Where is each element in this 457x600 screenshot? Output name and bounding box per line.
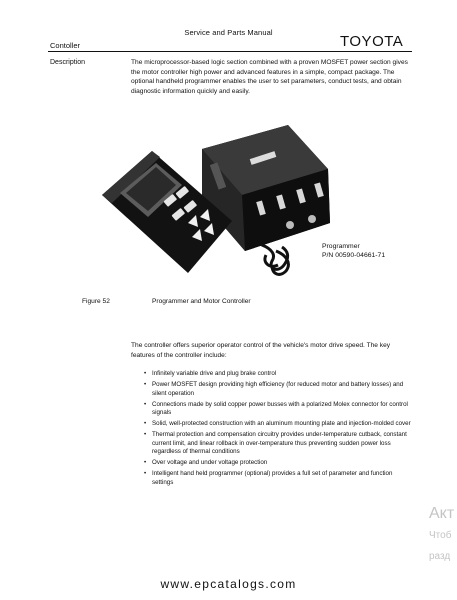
manual-title: Service and Parts Manual [184, 28, 273, 37]
bullet-icon: • [144, 420, 147, 428]
list-item: • Thermal protection and compensation circuitry provides under-temperature cutback, constant current limit, and linear rollback in over-temperature thus preventing sudden power loss regardless of thermal conditions [144, 431, 407, 455]
list-item: • Over voltage and under voltage protection [144, 459, 268, 467]
list-item: • Connections made by solid copper power busses with a polarized Molex connector for control signals [144, 400, 408, 416]
bullet-icon: • [144, 470, 147, 478]
figure-title: Programmer and Motor Controller [152, 298, 251, 305]
activation-watermark-line3: разд [429, 551, 451, 562]
programmer-part-number: P/N 00590-04661-71 [322, 252, 386, 259]
activation-watermark-line2: Чтоб [429, 530, 452, 541]
programmer-label: Programmer [322, 243, 360, 250]
features-list [144, 370, 412, 490]
list-item: • Intelligent hand held programmer (optional) provides a full set of parameter and function settings [144, 470, 393, 486]
description-text: The microprocessor-based logic section combined with a proven MOSFET power section gives the motor controller high power and advanced features in a simple, compact package. The optional handheld programmer enables the user to set parameters, conduct tests, and obtain diagnostic information quickly and easily. [131, 59, 408, 95]
bullet-icon: • [144, 431, 147, 439]
header-divider [48, 51, 412, 52]
programmer-controller-photo [90, 105, 335, 290]
brand-logo: TOYOTA [340, 33, 404, 50]
list-item: • Power MOSFET design providing high efficiency (for reduced motor and battery losses) and silent operation [144, 381, 404, 397]
list-item: • Infinitely variable drive and plug brake control [144, 370, 277, 377]
programmer-caption [322, 242, 385, 260]
section-title: Contoller [50, 41, 81, 50]
list-item: • Solid, well-protected construction with an aluminum mounting plate and injection-molded cover [144, 420, 411, 428]
bullet-icon: • [144, 400, 147, 408]
figure-caption [82, 298, 251, 305]
description-label: Description [50, 59, 86, 66]
footer-url: www.epcatalogs.com [160, 577, 297, 591]
activation-watermark-line1: Акт [429, 505, 455, 522]
bullet-icon: • [144, 370, 147, 377]
bullet-icon: • [144, 381, 147, 389]
bullet-icon: • [144, 459, 147, 467]
features-intro: The controller offers superior operator control of the vehicle's motor drive speed. The key features of the controller include: [131, 342, 391, 359]
figure-number: Figure 52 [82, 298, 110, 305]
